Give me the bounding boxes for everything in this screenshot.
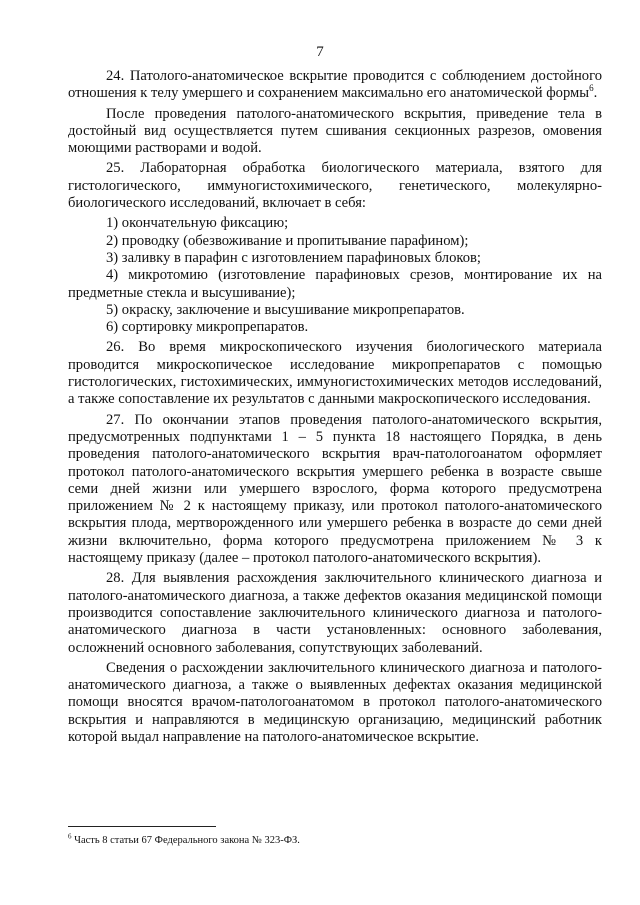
list-item: 6) сортировку микропрепаратов.	[106, 319, 309, 336]
paragraph-28-continued: Сведения о расхождении заключительного клинического диагноза и патолого-анатомического диагноза, а также о выявленных дефектах оказания медицинской помощи вносятся врачом-патологоанатомом в протокол патолого-анатомического вскрытия и направляются в медицинскую организацию, медицинский работник которой выдал направление на патолого-анатомическое вскрытие.	[68, 659, 602, 745]
paragraph-27: 27. По окончании этапов проведения патолого-анатомического вскрытия, предусмотренных подпунктами 1 – 5 пункта 18 настоящего Порядка, в день проведения патолого-анатомического вскрытия врач-патологоанатом оформляет протокол патолого-анатомического вскрытия умершего ребенка в возрасте свыше семи дней жизни или умершего взрослого, форма которого предусмотрена приложением № 2 к настоящему приказу, или протокол патолого-анатомического вскрытия плода, мертворожденного или умершего ребенка в возрасте до семи дней жизни включительно, форма которого предусмотрена приложением № 3 к настоящему приказу (далее – протокол патолого-анатомического вскрытия).	[68, 411, 602, 567]
list-item: 1) окончательную фиксацию;	[106, 215, 289, 232]
footnote-divider	[68, 826, 216, 827]
footnote	[68, 834, 602, 847]
list-item: 3) заливку в парафин с изготовлением парафиновых блоков;	[106, 249, 481, 266]
page-number: 7	[316, 44, 324, 60]
paragraph-24-continued: После проведения патолого-анатомического вскрытия, приведение тела в достойный вид осуществляется путем сшивания секционных разрезов, омовения моющими растворами и водой.	[68, 105, 602, 157]
list-item: 5) окраску, заключение и высушивание микропрепаратов.	[106, 301, 465, 318]
paragraph-28: 28. Для выявления расхождения заключительного клинического диагноза и патолого-анатомического диагноза, а также дефектов оказания медицинской помощи производится сопоставление заключительного клинического диагноза и патолого-анатомического диагноза в части установленных: основного заболевания, осложнений основного заболевания, сопутствующих заболеваний.	[68, 570, 602, 656]
footnote-text: Часть 8 статьи 67 Федерального закона № 323-ФЗ.	[71, 835, 300, 846]
list-item: 4) микротомию (изготовление парафиновых срезов, монтирование их на предметные стекла и высушивание);	[68, 267, 602, 301]
paragraph-26: 26. Во время микроскопического изучения биологического материала проводится микроскопическое исследование микропрепаратов с помощью гистологических, гистохимических, иммуногистохимических методов исследований, а также сопоставление их результатов с данными макроскопического исследования.	[68, 339, 602, 408]
paragraph-24: 24. Патолого-анатомическое вскрытие проводится с соблюдением достойного отношения к телу умершего и сохранением максимально его анатомической формы$^6$.	[68, 68, 602, 102]
footnote-marker: 6	[68, 832, 72, 841]
paragraph-25: 25. Лабораторная обработка биологического материала, взятого для гистологического, иммуногистохимического, генетического, молекулярно-биологического исследований, включает в себя:	[68, 160, 602, 212]
list-item: 2) проводку (обезвоживание и пропитывание парафином);	[106, 232, 469, 249]
footnote-ref: 6	[589, 83, 594, 94]
document-body	[68, 68, 602, 749]
